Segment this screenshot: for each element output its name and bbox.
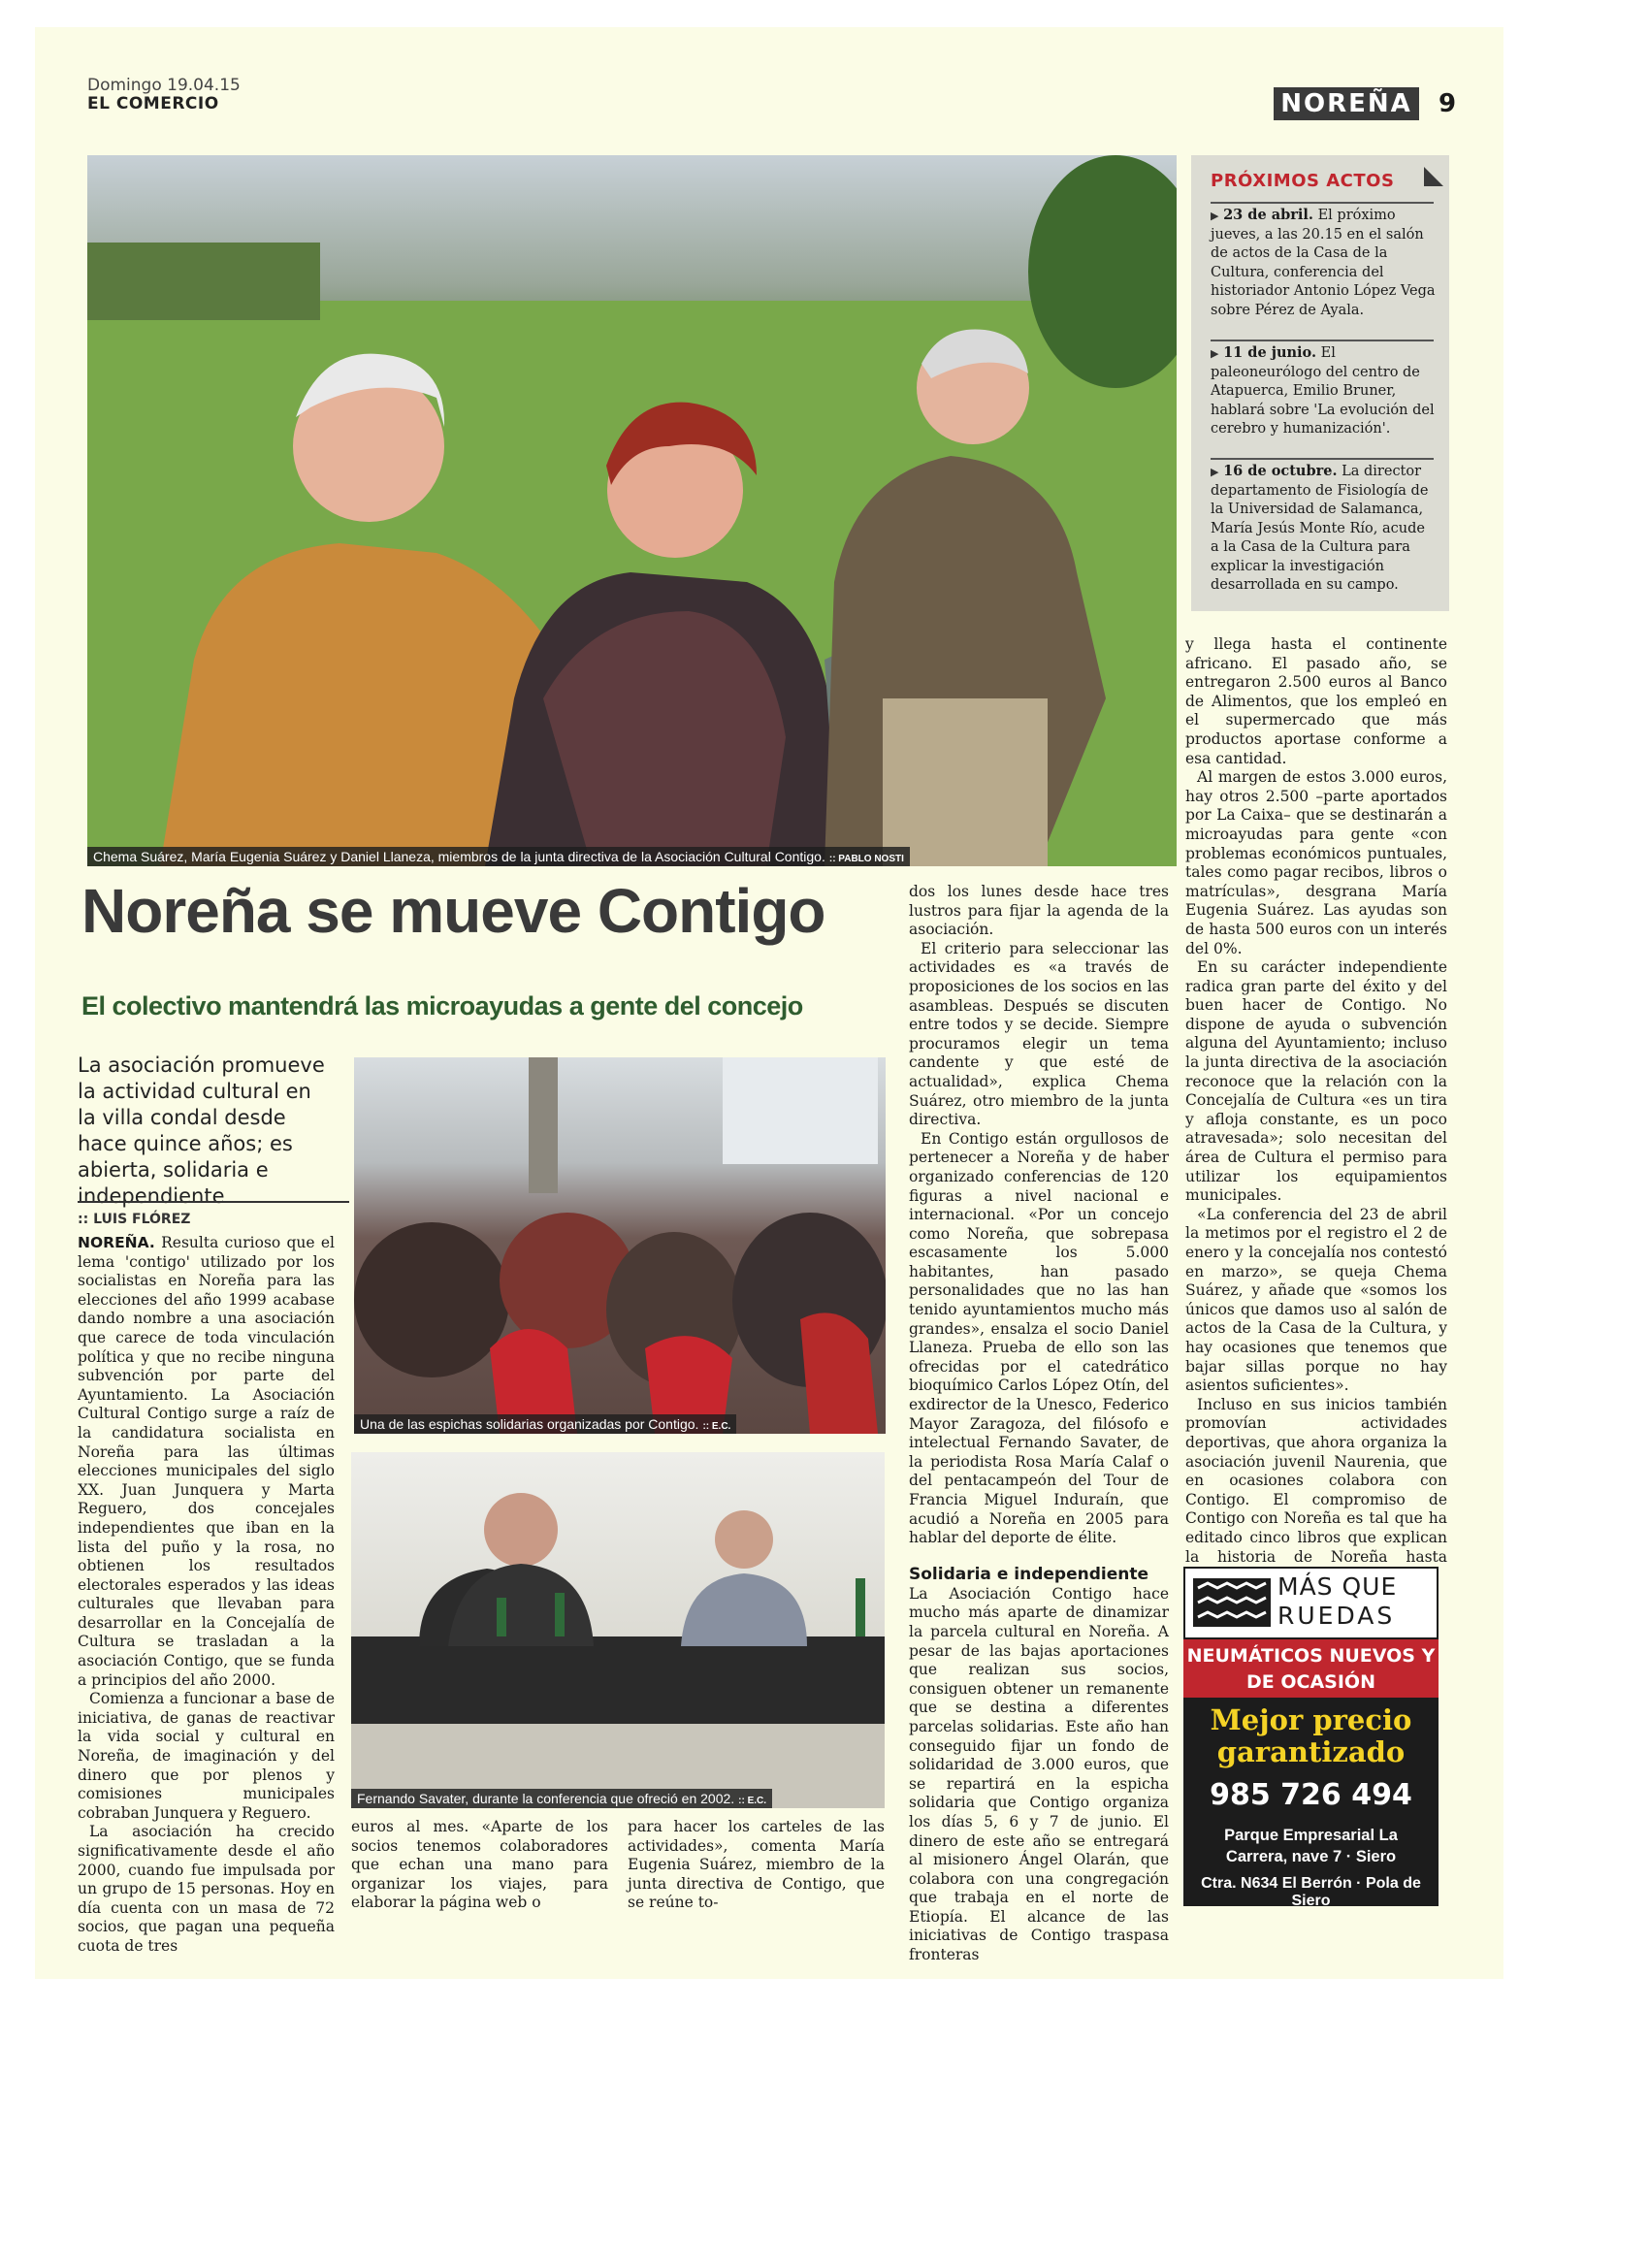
paragraph: para hacer los carteles de las actividades», comenta María Eugenia Suárez, miembro de la junta directiva de Contigo, que se reúne to- bbox=[628, 1818, 885, 1912]
newspaper-name: EL COMERCIO bbox=[87, 94, 219, 113]
paragraph-text: Resulta curioso que el lema 'contigo' utilizado por los socialistas en Noreña para las elecciones del año 1999 acabase dando nombre a una asociación que carece de toda vinculación política y que no recibe ninguna subvención por parte del Ayuntamiento. La Asociación Cultural Contigo surge a raíz de la candidatura socialista en Noreña para las últimas elecciones municipales del siglo XX. Juan Junquera y Marta Reguero, dos concejales independientes que iban en la lista del puño y la rosa, no obtienen los resultados electorales esperados y las ideas culturales que llevaban para desarrollar en la Concejalía de Cultura se trasladan a la asociación Contigo, que se funda a principios del año 2000. bbox=[78, 1234, 335, 1689]
savater-credit: :: E.C. bbox=[738, 1796, 767, 1806]
body-column-5 bbox=[1185, 635, 1447, 1586]
main-photo-credit: :: PABLO NOSTI bbox=[828, 854, 904, 864]
main-photo-caption-text: Chema Suárez, María Eugenia Suárez y Daniel Llaneza, miembros de la junta directiva de la Asociación Cultural Contigo. bbox=[93, 849, 825, 864]
paragraph: Incluso en sus inicios también promovían actividades deportivas, que ahora organiza la asociación juvenil Naurenia, que en ocasiones colabora con Contigo. El compromiso de Contigo con Noreña es tal que ha editado cinco libros que explican la historia de Noreña hasta bbox=[1185, 1395, 1447, 1566]
body-column-3 bbox=[628, 1818, 885, 1913]
savater-photo bbox=[351, 1452, 885, 1808]
proximos-event-1 bbox=[1211, 206, 1436, 320]
event-date: 23 de abril. bbox=[1223, 207, 1313, 223]
rule bbox=[1211, 458, 1434, 460]
main-photo bbox=[87, 155, 1177, 866]
advert bbox=[1183, 1567, 1439, 1909]
page-number: 9 bbox=[1439, 89, 1457, 118]
espicha-photo-illustration bbox=[354, 1057, 886, 1434]
paragraph: En su carácter independiente radica gran parte del éxito y del buen hacer de Contigo. No dispone de ayuda o subvención alguna del Ayuntamiento; incluso la junta directiva de la asociación reconoce que la relación con la Concejalía de Cultura «es un tira y afloja constante, es un poco atravesada»; solo necesitan del área de Cultura el permiso para utilizar los equipamientos municipales. bbox=[1185, 958, 1447, 1205]
proximos-actos-box bbox=[1191, 155, 1449, 611]
savater-caption-text: Fernando Savater, durante la conferencia que ofreció en 2002. bbox=[357, 1791, 735, 1806]
dateline: NOREÑA. bbox=[78, 1234, 155, 1251]
proximos-actos-title: PRÓXIMOS ACTOS bbox=[1211, 171, 1395, 191]
savater-photo-caption bbox=[351, 1789, 772, 1808]
paragraph: Comienza a funcionar a base de iniciativa, de ganas de reactivar la vida social y cultural en Noreña, de imaginación y del dinero que por plenos y comisiones municipales cobraban Junquera y Reguero. bbox=[78, 1690, 335, 1822]
play-arrow-icon: ▶ bbox=[1211, 210, 1219, 222]
espicha-caption-text: Una de las espichas solidarias organizadas por Contigo. bbox=[360, 1416, 699, 1432]
ad-brand-line-2: RUEDAS bbox=[1277, 1602, 1396, 1630]
paragraph: Al margen de estos 3.000 euros, hay otros 2.500 –parte aportados por La Caixa– que se destinarán a microayudas para gente «con problemas económicos puntuales, tales como pagar recibos, libros o matrículas», desgrana María Eugenia Suárez. Las ayudas son de hasta 500 euros con un interés del 0%. bbox=[1185, 768, 1447, 957]
espicha-photo bbox=[354, 1057, 886, 1434]
proximos-event-2 bbox=[1211, 343, 1436, 439]
ad-banner: NEUMÁTICOS NUEVOS Y DE OCASIÓN bbox=[1183, 1639, 1439, 1698]
paragraph: y llega hasta el continente africano. El pasado año, se entregaron 2.500 euros al Banco de Alimentos, que los empleó en el supermercado que más productos aportase conforme a esa cantidad. bbox=[1185, 635, 1447, 767]
paragraph: En Contigo están orgullosos de pertenecer a Noreña y de haber organizado conferencias de 120 figuras a nivel nacional e internacional. «Por un concejo como Noreña, que sobrepasa escasamente los 5.000 habitantes, han pasado personalidades que no las han tenido ayuntamientos mucho más grandes», ensalza el socio Daniel Llaneza. Prueba de ello son las ofrecidas por el catedrático bioquímico Carlos López Otín, del exdirector de la Unesco, Federico Mayor Zaragoza, del filósofo e intelectual Fernando Savater, de la periodista Rosa María Calaf o del pentacampeón del Tour de Francia Miguel Induraín, que acudió a Noreña en 2005 para hablar del deporte de élite. bbox=[909, 1129, 1169, 1547]
ad-slogan: Mejor precio garantizado bbox=[1210, 1703, 1412, 1768]
event-date: 16 de octubre. bbox=[1223, 463, 1338, 479]
byline: :: LUIS FLÓREZ bbox=[78, 1212, 191, 1227]
event-text: El próximo jueves, a las 20.15 en el salón de actos de la Casa de la Cultura, conferencia del historiador Antonio López Vega sobre Pérez de Ayala. bbox=[1211, 208, 1436, 318]
ad-address-2: Ctra. N634 El Berrón · Pola de Siero bbox=[1201, 1875, 1421, 1909]
body-column-2 bbox=[351, 1818, 608, 1913]
ad-address-1: Parque Empresarial La Carrera, nave 7 · Siero bbox=[1224, 1827, 1398, 1865]
ad-phone: 985 726 494 bbox=[1210, 1778, 1412, 1812]
headline: Noreña se mueve Contigo bbox=[81, 876, 825, 946]
main-photo-illustration bbox=[87, 155, 1177, 866]
savater-photo-illustration bbox=[351, 1452, 885, 1808]
issue-date: Domingo 19.04.15 bbox=[87, 76, 241, 95]
event-text: La director departamento de Fisiología de la Universidad de Salamanca, María Jesús Monte Río, acude a la Casa de la Cultura para explicar la investigación desarrollada en su campo. bbox=[1211, 464, 1429, 593]
espicha-photo-caption bbox=[354, 1414, 736, 1434]
paragraph bbox=[78, 1234, 335, 1690]
body-column-4 bbox=[909, 883, 1169, 1965]
tire-tread-icon bbox=[1193, 1578, 1271, 1627]
corner-triangle-icon bbox=[1424, 167, 1443, 186]
espicha-credit: :: E.C. bbox=[702, 1421, 731, 1432]
proximos-event-3 bbox=[1211, 462, 1436, 596]
main-photo-caption bbox=[87, 847, 910, 866]
paragraph: «La conferencia del 23 de abril la metimos por el registro el 2 de enero y la concejalía nos contestó en marzo», se queja Chema Suárez, y añade que «somos los únicos que damos uso al salón de actos de la Casa de la Cultura, y hay ocasiones que tenemos que bajar sillas porque no hay asientos suficientes». bbox=[1185, 1205, 1447, 1395]
paragraph: euros al mes. «Aparte de los socios tenemos colaboradores que echan una mano para organizar los viajes, para elaborar la página web o bbox=[351, 1818, 608, 1912]
body-column-1 bbox=[78, 1234, 335, 1957]
paragraph: El criterio para seleccionar las actividades es «a través de proposiciones de los socios en las asambleas. Después se discuten entre todos y se decide. Siempre procuramos elegir un tema candente y que esté de actualidad», explica Chema Suárez, otro miembro de la junta directiva. bbox=[909, 939, 1169, 1129]
rule bbox=[78, 1201, 349, 1203]
paragraph: dos los lunes desde hace tres lustros para fijar la agenda de la asociación. bbox=[909, 883, 1169, 939]
ad-brand-block bbox=[1183, 1567, 1439, 1639]
subheadline: El colectivo mantendrá las microayudas a gente del concejo bbox=[81, 991, 803, 1021]
section-label: NOREÑA bbox=[1274, 87, 1419, 120]
event-text: El paleoneurólogo del centro de Atapuerca, Emilio Bruner, hablará sobre 'La evolución del cerebro y humanización'. bbox=[1211, 345, 1435, 437]
play-arrow-icon: ▶ bbox=[1211, 466, 1219, 478]
section-subhead: Solidaria e independiente bbox=[909, 1564, 1148, 1584]
lede: La asociación promueve la actividad cultural en la villa condal desde hace quince años; es abierta, solidaria e independiente bbox=[78, 1053, 325, 1208]
ad-brand-line-1: MÁS QUE bbox=[1277, 1572, 1398, 1601]
play-arrow-icon: ▶ bbox=[1211, 347, 1219, 360]
rule bbox=[1211, 340, 1434, 341]
event-date: 11 de junio. bbox=[1223, 344, 1317, 361]
paragraph: La asociación ha crecido significativamente desde el año 2000, cuando fue impulsada por un grupo de 15 personas. Hoy en día cuenta con un masa de 72 socios, que pagan una pequeña cuota de tres bbox=[78, 1823, 335, 1955]
rule bbox=[1211, 202, 1434, 204]
paragraph: La Asociación Contigo hace mucho más aparte de dinamizar la parcela cultural en Noreña. A pesar de las bajas aportaciones que realizan sus socios, consiguen obtener un remanente que se destina a diferentes parcelas solidarias. Este año han conseguido fijar un fondo de solidaridad de 3.000 euros, que se repartirá en la espicha solidaria que Contigo organiza los días 5, 6 y 7 de junio. El dinero de este año se entregará al misionero Ángel Olarán, que colabora con una congregación que trabaja en el norte de Etiopía. El alcance de las iniciativas de Contigo traspasa fronteras bbox=[909, 1584, 1169, 1964]
